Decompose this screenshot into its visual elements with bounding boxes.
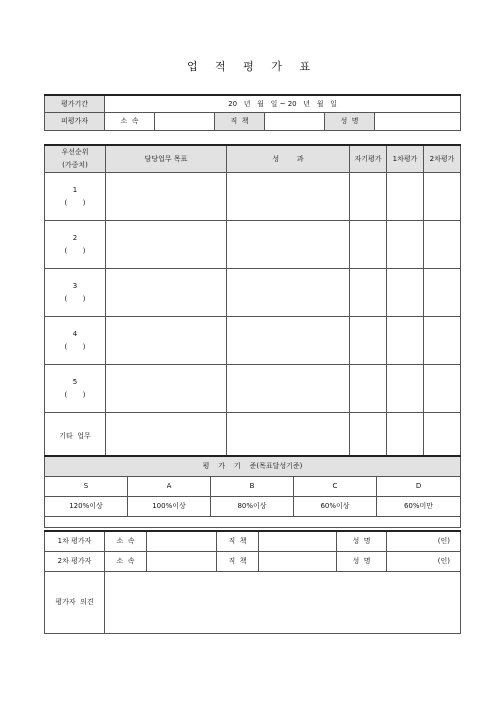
- second-score-cell[interactable]: [424, 221, 461, 269]
- priority-number: 1: [72, 185, 78, 194]
- criteria-table: [44, 455, 461, 528]
- grade-d: D: [377, 476, 461, 496]
- spacer-row: [45, 516, 461, 527]
- second-score-cell[interactable]: [424, 269, 461, 317]
- self-score-cell[interactable]: [350, 221, 387, 269]
- grade-s: S: [45, 476, 128, 496]
- second-evaluator-label: 2차 평가자: [45, 551, 105, 571]
- goal-cell[interactable]: [106, 413, 227, 461]
- priority-weight[interactable]: ( ): [64, 342, 86, 351]
- table-row: [45, 269, 461, 317]
- first-dept-field[interactable]: [147, 531, 217, 551]
- grade-c: C: [294, 476, 377, 496]
- threshold-s: 120%이상: [45, 496, 128, 516]
- table-row: [45, 365, 461, 413]
- first-score-cell[interactable]: [387, 413, 424, 461]
- priority-number: 3: [72, 281, 78, 290]
- first-name-field[interactable]: [387, 531, 461, 551]
- second-position-label: 직 책: [217, 551, 259, 571]
- col-priority-line1: 우선순위: [61, 148, 89, 156]
- second-score-cell[interactable]: [424, 317, 461, 365]
- priority-cell: [45, 269, 106, 317]
- second-score-cell[interactable]: [424, 365, 461, 413]
- self-score-cell[interactable]: [350, 413, 387, 461]
- other-work-label: 기타 업무: [45, 413, 106, 461]
- result-cell[interactable]: [227, 317, 350, 365]
- self-score-cell[interactable]: [350, 173, 387, 221]
- opinion-field[interactable]: [105, 571, 461, 633]
- threshold-c: 60%이상: [294, 496, 377, 516]
- grade-a: A: [128, 476, 211, 496]
- first-name-label: 성 명: [337, 531, 387, 551]
- col-priority-header: [45, 145, 106, 173]
- evaluatee-label: 피평가자: [45, 112, 105, 130]
- result-cell[interactable]: [227, 221, 350, 269]
- result-cell[interactable]: [227, 173, 350, 221]
- first-score-cell[interactable]: [387, 317, 424, 365]
- name-field[interactable]: [375, 112, 461, 130]
- criteria-title: 평 가 기 준(목표달성기준): [45, 456, 461, 476]
- second-dept-field[interactable]: [147, 551, 217, 571]
- name-label: 성 명: [325, 112, 375, 130]
- position-label: 직 책: [215, 112, 265, 130]
- priority-weight[interactable]: ( ): [64, 198, 86, 207]
- result-cell[interactable]: [227, 269, 350, 317]
- dept-label: 소 속: [105, 112, 155, 130]
- priority-cell: [45, 221, 106, 269]
- priority-weight[interactable]: ( ): [64, 246, 86, 255]
- first-score-cell[interactable]: [387, 365, 424, 413]
- self-score-cell[interactable]: [350, 365, 387, 413]
- priority-cell: [45, 317, 106, 365]
- threshold-a: 100%이상: [128, 496, 211, 516]
- seal-mark: (인): [437, 556, 450, 565]
- priority-cell: [45, 365, 106, 413]
- result-cell[interactable]: [227, 365, 350, 413]
- goal-cell[interactable]: [106, 173, 227, 221]
- second-score-cell[interactable]: [424, 413, 461, 461]
- second-dept-label: 소 속: [105, 551, 147, 571]
- goals-table: [44, 144, 461, 461]
- self-score-cell[interactable]: [350, 317, 387, 365]
- threshold-d: 60%미만: [377, 496, 461, 516]
- table-row: [45, 317, 461, 365]
- period-value-field[interactable]: 20 년 월 일 ~ 20 년 월 일: [105, 95, 461, 112]
- priority-weight[interactable]: ( ): [64, 390, 86, 399]
- priority-number: 4: [72, 329, 78, 338]
- position-field[interactable]: [265, 112, 325, 130]
- evaluators-table: [44, 530, 461, 634]
- second-name-label: 성 명: [337, 551, 387, 571]
- second-score-cell[interactable]: [424, 173, 461, 221]
- period-label: 평가기간: [45, 95, 105, 112]
- first-score-cell[interactable]: [387, 221, 424, 269]
- dept-field[interactable]: [155, 112, 215, 130]
- first-position-field[interactable]: [259, 531, 337, 551]
- col-goal-header: 담당업무 목표: [106, 145, 227, 173]
- threshold-b: 80%이상: [211, 496, 294, 516]
- goal-cell[interactable]: [106, 221, 227, 269]
- table-row: [45, 173, 461, 221]
- table-row-other: [45, 413, 461, 461]
- table-row: [45, 221, 461, 269]
- second-name-field[interactable]: [387, 551, 461, 571]
- priority-cell: [45, 173, 106, 221]
- header-table: [44, 94, 461, 131]
- grade-b: B: [211, 476, 294, 496]
- first-dept-label: 소 속: [105, 531, 147, 551]
- first-score-cell[interactable]: [387, 269, 424, 317]
- seal-mark: (인): [437, 537, 450, 546]
- first-evaluator-label: 1차 평가자: [45, 531, 105, 551]
- first-position-label: 직 책: [217, 531, 259, 551]
- self-score-cell[interactable]: [350, 269, 387, 317]
- result-cell[interactable]: [227, 413, 350, 461]
- page-title: 업 적 평 가 표: [186, 60, 318, 73]
- col-self-header: 자기평가: [350, 145, 387, 173]
- second-position-field[interactable]: [259, 551, 337, 571]
- col-second-header: 2차평가: [424, 145, 461, 173]
- priority-number: 2: [72, 233, 78, 242]
- first-score-cell[interactable]: [387, 173, 424, 221]
- priority-weight[interactable]: ( ): [64, 294, 86, 303]
- col-first-header: 1차평가: [387, 145, 424, 173]
- priority-number: 5: [72, 377, 78, 386]
- goal-cell[interactable]: [106, 317, 227, 365]
- opinion-label: 평가자 의견: [45, 571, 105, 633]
- goal-cell[interactable]: [106, 269, 227, 317]
- col-result-header: 성 과: [227, 145, 350, 173]
- goal-cell[interactable]: [106, 365, 227, 413]
- col-priority-line2: (가중치): [62, 161, 88, 169]
